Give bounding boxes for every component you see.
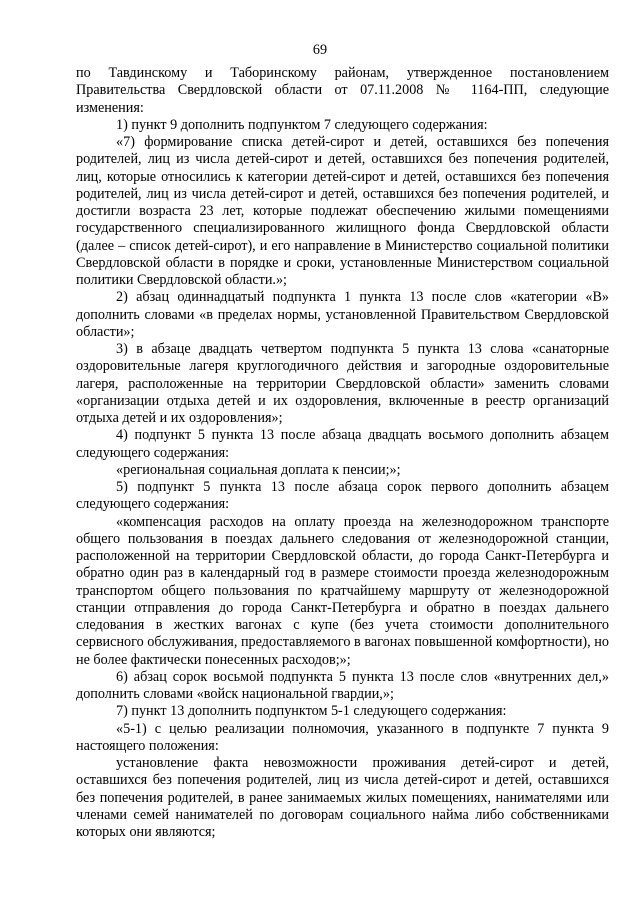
paragraph-intro: по Тавдинскому и Таборинскому районам, утвержденное постановлением Правительства Свердловской области от 07.11.2008 № 1164-ПП, следующие изменения: — [76, 65, 609, 116]
paragraph-item-1: 1) пункт 9 дополнить подпунктом 7 следующего содержания: — [116, 116, 488, 133]
paragraph-item-4: 4) подпункт 5 пункта 13 после абзаца двадцать восьмого дополнить абзацем следующего содержания: — [76, 427, 609, 461]
paragraph-item-6: 6) абзац сорок восьмой подпункта 5 пункта 13 после слов «внутренних дел,» дополнить словами «войск национальной гвардии,»; — [76, 668, 609, 702]
paragraph-item-7-subclause: установление факта невозможности проживания детей-сирот и детей, оставшихся без попечения родителей, лиц из числа детей-сирот и детей, оставшихся без попечения родителей, в ранее занимаемых жилых помещениях, нанимателями или членами семей нанимателей по договорам социального найма либо собственниками которых они являются; — [76, 755, 609, 840]
paragraph-item-7-quote: «5-1) с целью реализации полномочия, указанного в подпункте 7 пункта 9 настоящего положения: — [76, 720, 609, 754]
paragraph-item-7: 7) пункт 13 дополнить подпунктом 5-1 следующего содержания: — [116, 703, 507, 720]
paragraph-item-2: 2) абзац одиннадцатый подпункта 1 пункта 13 после слов «категории «В» дополнить словами «в пределах нормы, установленной Правительством Свердловской области»; — [76, 289, 609, 340]
page-number: 69 — [312, 42, 328, 58]
paragraph-item-5-quote: «компенсация расходов на оплату проезда на железнодорожном транспорте общего пользования в поездах дальнего следования от железнодорожной станции, расположенной на территории Свердловской области, до города Санкт-Петербурга и обратно один раз в календарный год в размере стоимости проезда железнодорожным транспортом общего пользования по кратчайшему маршруту от железнодорожной станции отправления до города Санкт-Петербурга и обратно в поездах дальнего следования в жестких вагонах с купе (без учета стоимости дополнительного сервисного обслуживания, предоставляемого в вагонах повышенной комфортности), но не более фактически понесенных расходов;»; — [76, 513, 609, 668]
paragraph-item-4-quote: «региональная социальная доплата к пенсии;»; — [116, 461, 401, 478]
paragraph-item-3: 3) в абзаце двадцать четвертом подпункта 5 пункта 13 слова «санаторные оздоровительные лагеря круглогодичного действия и загородные оздоровительные лагеря, расположенные на территории Свердловской области» заменить словами «организации отдыха детей и их оздоровления, включенные в реестр организаций отдыха детей и их оздоровления»; — [76, 341, 609, 426]
document-body — [76, 65, 609, 841]
paragraph-item-1-quote: «7) формирование списка детей-сирот и детей, оставшихся без попечения родителей, лиц из числа детей-сирот и детей, оставшихся без попечения родителей, лиц, которые относились к категории детей-сирот и детей, оставшихся без попечения родителей, лиц из числа детей-сирот и детей, оставшихся без попечения родителей, и достигли возраста 23 лет, которые подлежат обеспечению жилыми помещениями государственного специализированного жилищного фонда Свердловской области (далее – список детей-сирот), и его направление в Министерство социальной политики Свердловской области в порядке и сроки, установленные Министерством социальной политики Свердловской области.»; — [76, 134, 609, 288]
paragraph-item-5: 5) подпункт 5 пункта 13 после абзаца сорок первого дополнить абзацем следующего содержания: — [76, 479, 609, 513]
